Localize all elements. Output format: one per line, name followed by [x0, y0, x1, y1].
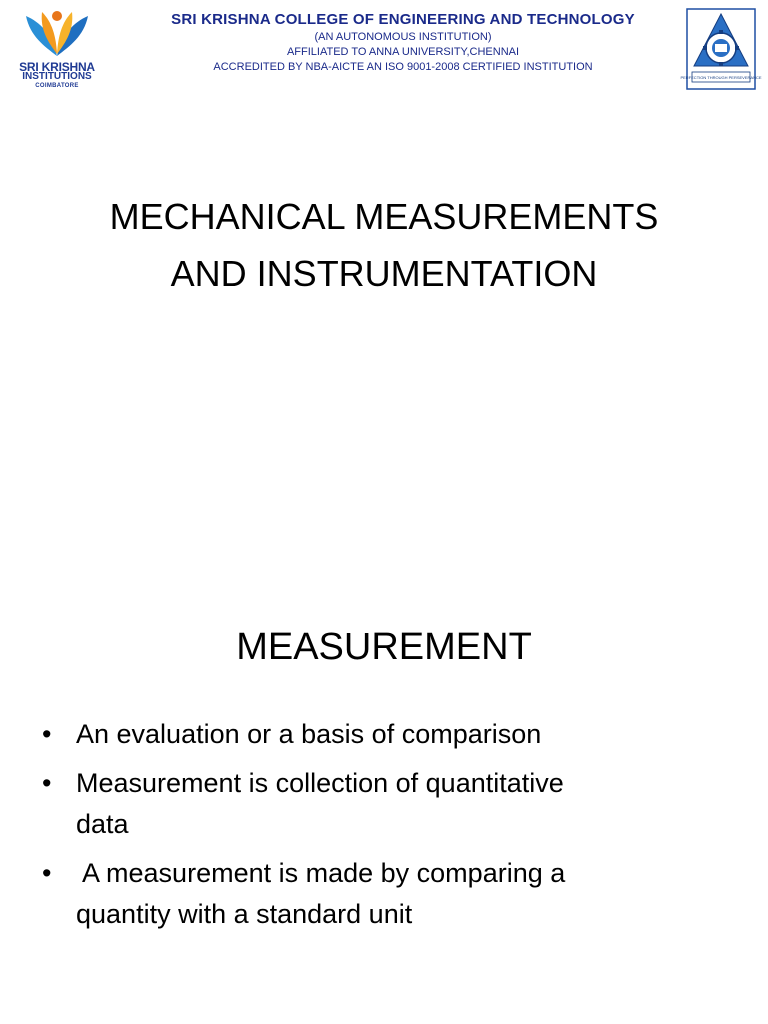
- lotus-icon: [22, 6, 92, 58]
- bullet-glyph: •: [42, 858, 52, 888]
- college-header: [0, 0, 768, 100]
- bullet-text: An evaluation or a basis of comparison: [76, 719, 542, 749]
- emblem-motto: PERFECTION THROUGH PERSEVERANCE: [680, 75, 762, 80]
- bullet-item: [42, 763, 682, 845]
- college-emblem-icon: [680, 8, 762, 90]
- bullet-glyph: •: [42, 768, 52, 798]
- college-accreditation: ACCREDITED BY NBA-AICTE AN ISO 9001-2008 CERTIFIED INSTITUTION: [213, 61, 593, 73]
- brand-name: SRI KRISHNA: [19, 60, 95, 74]
- bullet-glyph: •: [42, 719, 52, 749]
- bullet-text-line: data: [76, 809, 129, 839]
- slide-title: MEASUREMENT: [236, 626, 532, 668]
- college-name: SRI KRISHNA COLLEGE OF ENGINEERING AND TECHNOLOGY: [171, 11, 635, 28]
- bullet-item: [42, 853, 682, 935]
- brand-sub: INSTITUTIONS: [22, 71, 92, 82]
- course-title: [0, 188, 768, 302]
- college-autonomous: (AN AUTONOMOUS INSTITUTION): [314, 31, 492, 43]
- course-title-line-1: MECHANICAL MEASUREMENTS: [109, 196, 659, 237]
- college-info: [118, 10, 688, 75]
- bullet-list: [42, 714, 682, 943]
- slide-2: [0, 512, 768, 1024]
- bullet-text-line: quantity with a standard unit: [76, 899, 413, 929]
- bullet-text-line: Measurement is collection of quantitative: [76, 768, 564, 798]
- bullet-item: [42, 714, 682, 755]
- course-title-line-2: AND INSTRUMENTATION: [170, 253, 598, 294]
- brand-city: COIMBATORE: [35, 83, 79, 89]
- college-affiliation: AFFILIATED TO ANNA UNIVERSITY,CHENNAI: [286, 46, 520, 58]
- sri-krishna-logo: [12, 6, 102, 92]
- bullet-text-line: A measurement is made by comparing a: [76, 858, 566, 888]
